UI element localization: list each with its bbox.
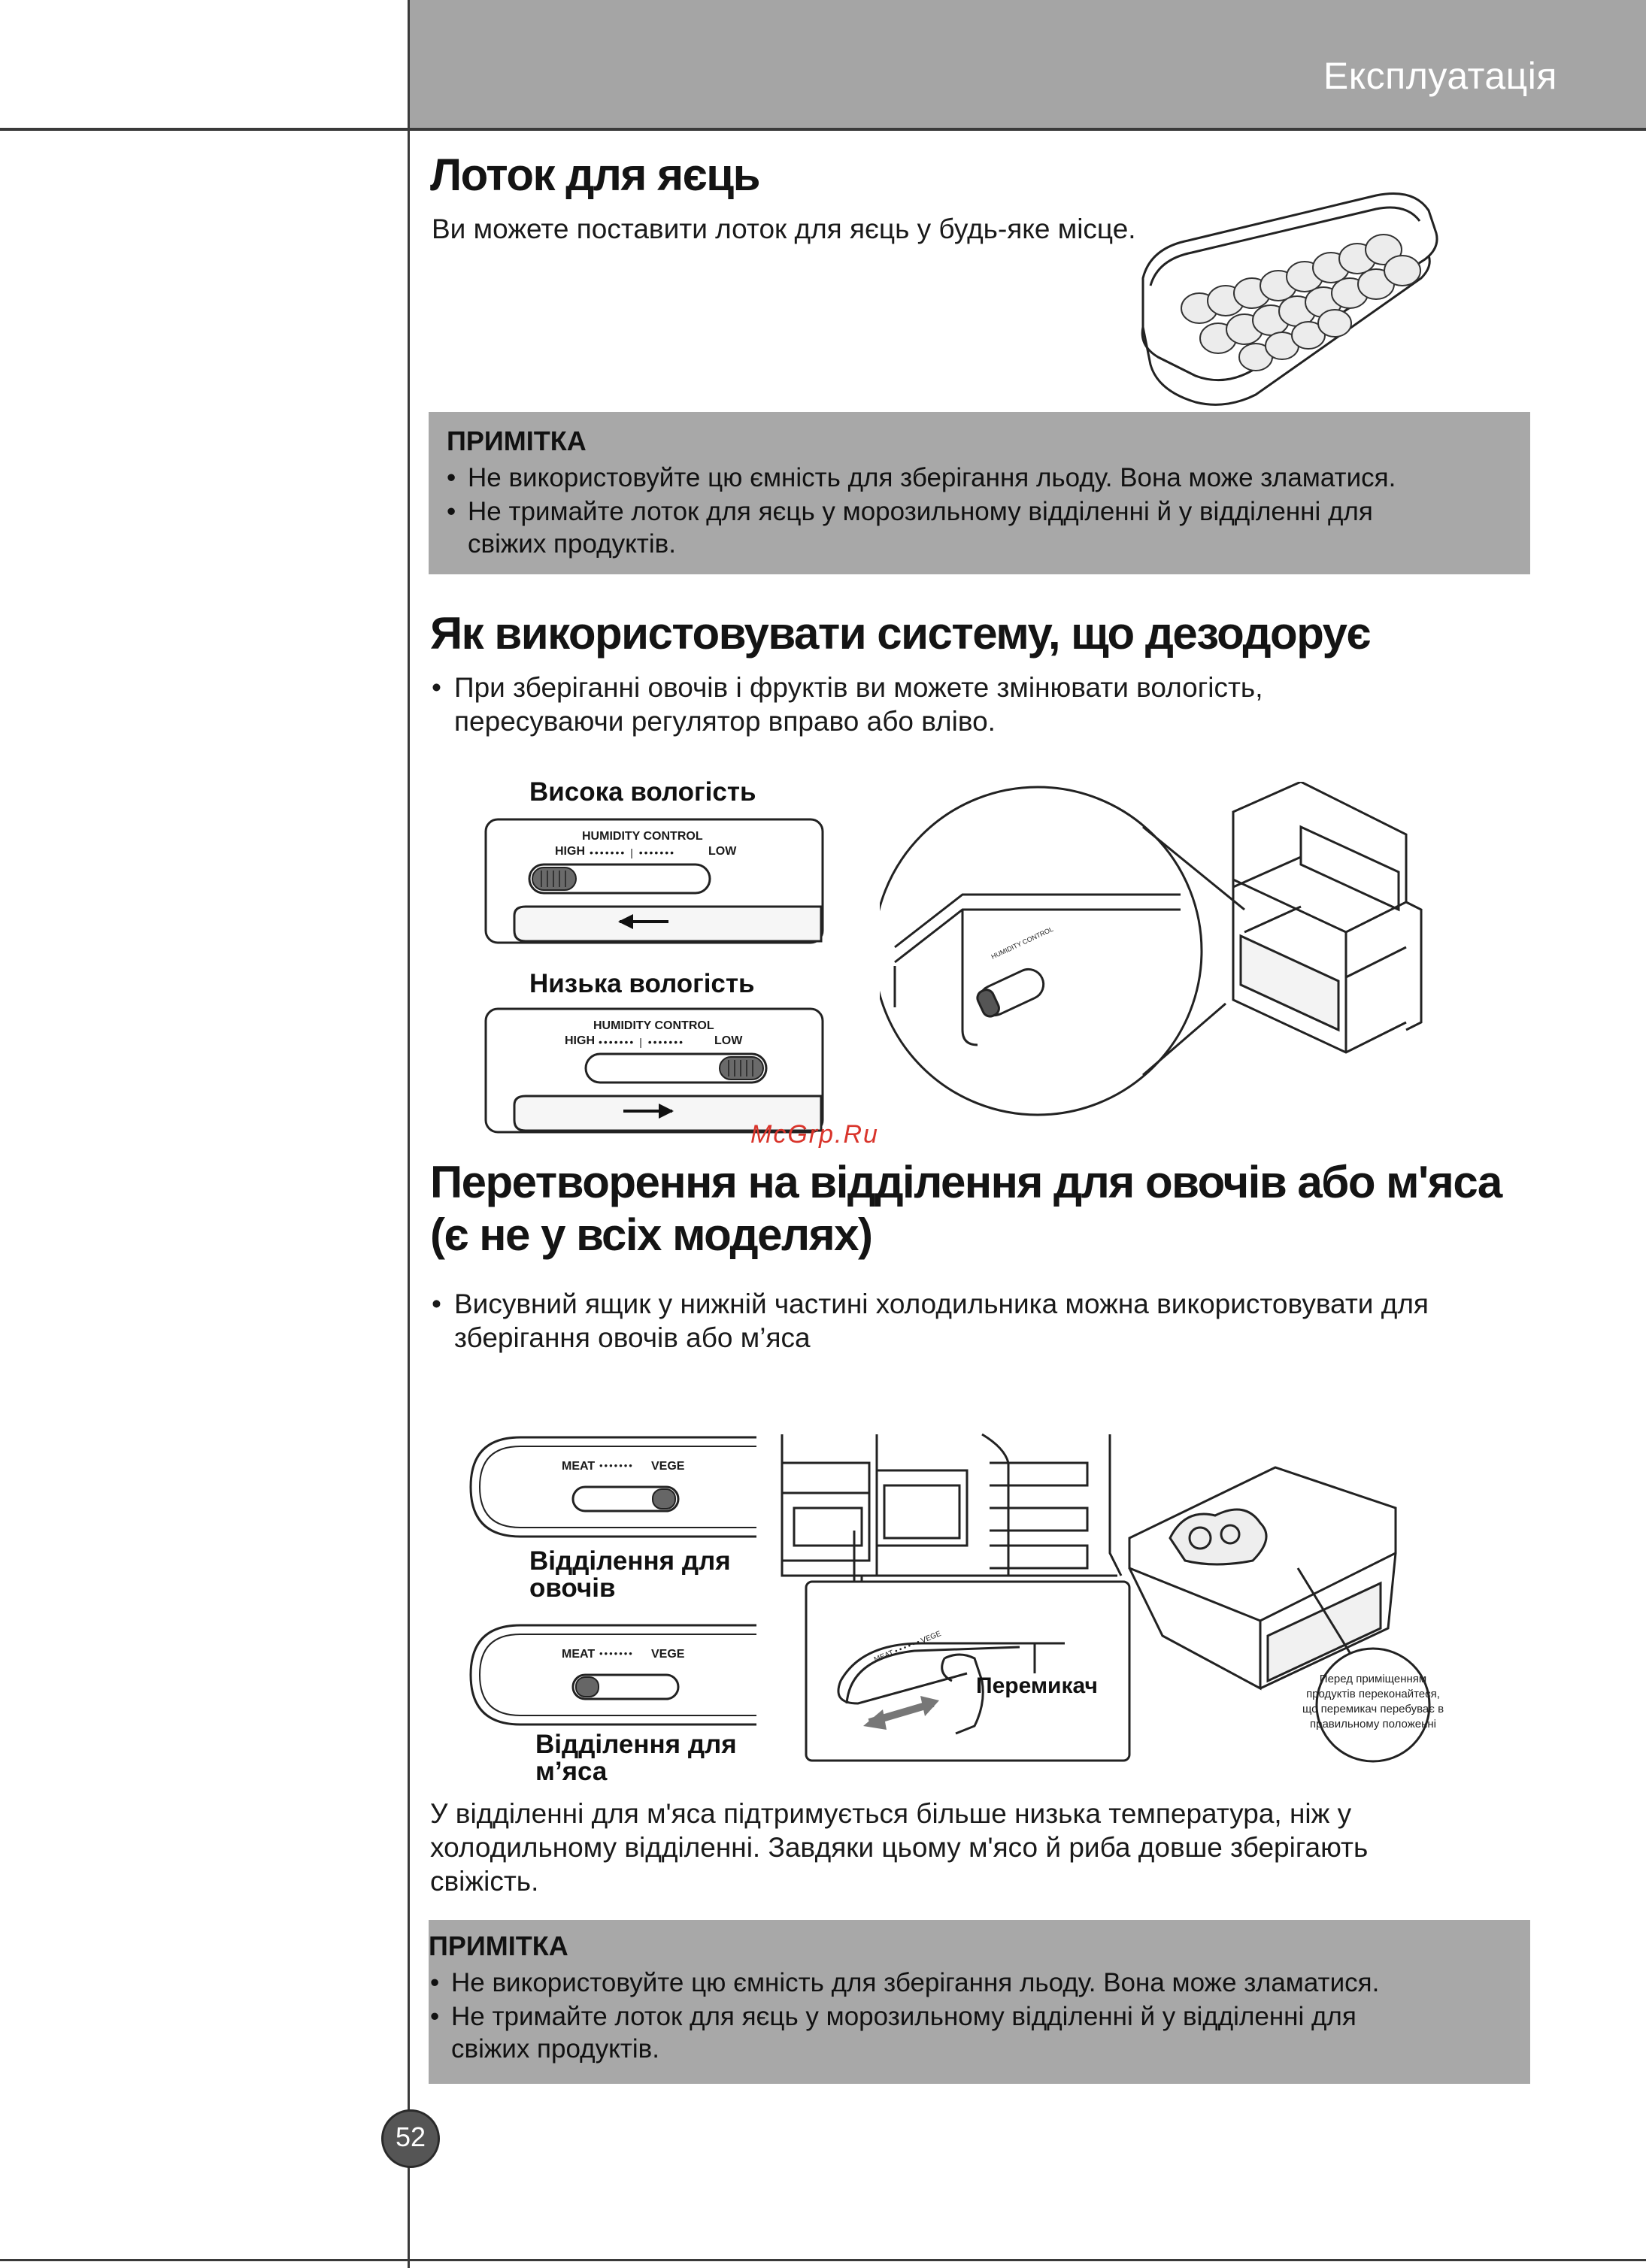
egg-tray-text: Ви можете поставити лоток для яєць у будь-яке місце. xyxy=(432,213,1136,244)
conversion-heading-line1: Перетворення на відділення для овочів або м'яса xyxy=(430,1157,1502,1207)
svg-text:HUMIDITY CONTROL: HUMIDITY CONTROL xyxy=(990,925,1055,961)
panel-high-label: HIGH xyxy=(565,1034,595,1047)
panel-meat-label: MEAT xyxy=(562,1460,596,1473)
humidity-panel-high xyxy=(484,818,824,944)
low-humidity-label: Низька вологість xyxy=(529,969,755,998)
panel-low-label: LOW xyxy=(714,1034,743,1047)
panel-scale: ••••••• xyxy=(599,1460,634,1471)
panel-scale: ••••••• | ••••••• xyxy=(599,1036,685,1048)
page-number: 52 xyxy=(395,2121,426,2152)
watermark: McGrp.Ru xyxy=(750,1120,879,1149)
panel-high-label: HIGH xyxy=(555,845,585,858)
deodorizer-bullet-line2: пересуваючи регулятор вправо або вліво. xyxy=(454,706,996,737)
note-title: ПРИМІТКА xyxy=(429,1930,568,1961)
meat-paragraph-line3: свіжість. xyxy=(430,1866,539,1897)
panel-title: HUMIDITY CONTROL xyxy=(582,830,703,843)
egg-tray-note: ПРИМІТКА • Не використовуйте цю ємність для зберігання льоду. Вона може зламатися. • Не тримайте лоток для яєць у морозильному відділенні й у відділенні для свіжих продуктів. xyxy=(429,412,1530,574)
meat-paragraph-line1: У відділенні для м'яса підтримується більше низька температура, ніж у xyxy=(430,1798,1352,1829)
bottom-rule xyxy=(0,2259,1646,2261)
section-title: Експлуатація xyxy=(1323,55,1557,97)
egg-tray-illustration xyxy=(1128,188,1459,413)
vege-compartment-label-2: овочів xyxy=(529,1573,616,1603)
humidity-panel-low xyxy=(484,1007,824,1134)
left-margin-rule xyxy=(408,0,410,2268)
callout-text: Перед приміщенням продуктів переконайтеся, що перемикач перебуває в правильному положенні xyxy=(1302,1673,1444,1731)
conversion-bullet-line2: зберігання овочів або м’яса xyxy=(454,1322,811,1353)
meat-paragraph-line2: холодильному відділенні. Завдяки цьому м'ясо й риба довше зберігають xyxy=(430,1832,1369,1863)
meat-selector-panel xyxy=(468,1622,756,1727)
svg-text:MEAT • • • • • • VEGE: MEAT • • • • • • VEGE xyxy=(873,1629,943,1664)
meat-compartment-label-2: м’яса xyxy=(535,1757,608,1786)
panel-scale: ••••••• | ••••••• xyxy=(590,846,676,858)
panel-title: HUMIDITY CONTROL xyxy=(593,1019,714,1032)
high-humidity-label: Висока вологість xyxy=(529,777,756,807)
meat-compartment-label-1: Відділення для xyxy=(535,1730,737,1759)
vege-compartment-label-1: Відділення для xyxy=(529,1546,731,1576)
note-title: ПРИМІТКА xyxy=(447,425,587,456)
panel-vege-label: VEGE xyxy=(651,1648,685,1661)
panel-scale: ••••••• xyxy=(599,1648,634,1659)
conversion-heading-line2: (є не у всіх моделях) xyxy=(430,1210,872,1260)
crisper-drawer-illustration xyxy=(880,782,1444,1128)
conversion-note: ПРИМІТКА • Не використовуйте цю ємність для зберігання льоду. Вона може зламатися. • Не тримайте лоток для яєць у морозильному відділенні й у відділенні для свіжих продуктів. xyxy=(429,1920,1530,2084)
switch-label: Перемикач xyxy=(976,1673,1098,1698)
panel-meat-label: MEAT xyxy=(562,1648,596,1661)
egg-tray-heading: Лоток для яєць xyxy=(430,150,759,200)
vege-selector-panel xyxy=(468,1434,756,1540)
refrigerator-switch-illustration xyxy=(779,1433,1132,1764)
panel-vege-label: VEGE xyxy=(651,1460,685,1473)
top-rule xyxy=(0,128,1646,131)
panel-low-label: LOW xyxy=(708,845,737,858)
deodorizer-heading: Як використовувати систему, що дезодорує xyxy=(430,608,1371,659)
